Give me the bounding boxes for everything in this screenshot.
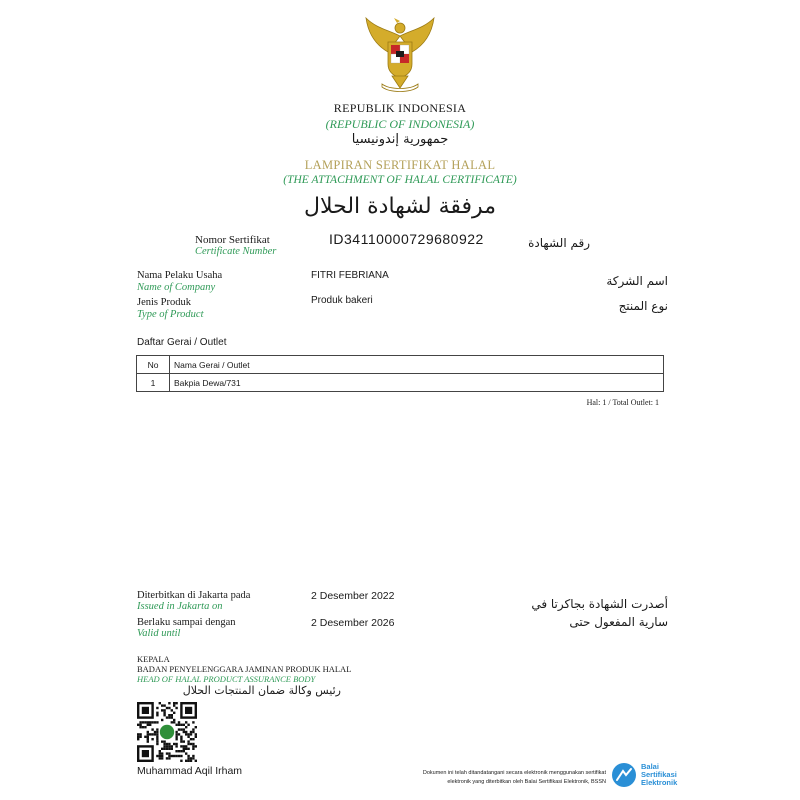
product-label-ar: نوع المنتج	[618, 299, 668, 313]
issued-label: Diterbitkan di Jakarta pada	[137, 590, 251, 601]
valid-label-en: Valid until	[137, 628, 181, 639]
company-label: Nama Pelaku Usaha	[137, 270, 223, 281]
column-header-outlet-name: Nama Gerai / Outlet	[170, 356, 664, 374]
document-title: LAMPIRAN SERTIFIKAT HALAL	[304, 158, 496, 172]
column-header-no: No	[137, 356, 170, 374]
signatory-agency-en: HEAD OF HALAL PRODUCT ASSURANCE BODY	[137, 674, 316, 684]
certificate-number-label: Nomor Sertifikat	[195, 234, 270, 246]
document-title-en: (THE ATTACHMENT OF HALAL CERTIFICATE)	[283, 174, 517, 186]
signatory-name: Muhammad Aqil Irham	[137, 765, 243, 777]
e-signature-note-line2: elektronik yang diterbitkan oleh Balai Sertifikasi Elektronik, BSSN	[447, 779, 606, 785]
valid-label: Berlaku sampai dengan	[137, 617, 236, 628]
signatory-position: KEPALA	[137, 654, 170, 664]
outlet-pagination: Hal: 1 / Total Outlet: 1	[586, 398, 659, 407]
valid-label-ar: سارية المفعول حتى	[569, 615, 668, 629]
issued-label-en: Issued in Jakarta on	[137, 601, 223, 612]
e-signature-note-line1: Dokumen ini telah ditandatangani secara elektronik menggunakan sertifikat	[422, 770, 606, 776]
garuda-emblem-icon	[360, 14, 440, 94]
qr-code-icon	[137, 702, 197, 762]
country-name-en: (REPUBLIC OF INDONESIA)	[325, 117, 475, 131]
table-header-row	[137, 356, 664, 374]
certificate-number: ID34110000729680922	[329, 231, 484, 247]
outlet-table	[136, 355, 664, 392]
valid-value: 2 Desember 2026	[311, 617, 395, 629]
signatory-agency: BADAN PENYELENGGARA JAMINAN PRODUK HALAL	[137, 664, 352, 674]
issued-label-ar: أصدرت الشهادة بجاكرتا في	[531, 597, 668, 611]
product-value: Produk bakeri	[311, 295, 373, 306]
product-label-en: Type of Product	[137, 309, 204, 320]
outlet-name: Bakpia Dewa/731	[170, 374, 664, 392]
product-label: Jenis Produk	[137, 297, 191, 308]
bsre-text-line2: Sertifikasi	[641, 770, 677, 779]
company-label-ar: اسم الشركة	[606, 274, 668, 288]
bsre-text-line3: Elektronik	[641, 778, 678, 787]
signatory-agency-ar: رئيس وكالة ضمان المنتجات الحلال	[182, 684, 341, 697]
company-label-en: Name of Company	[137, 282, 216, 293]
outlet-list-title: Daftar Gerai / Outlet	[137, 337, 227, 348]
company-value: FITRI FEBRIANA	[311, 270, 389, 281]
bsre-logo-icon	[611, 762, 637, 788]
table-row	[137, 374, 664, 392]
document-title-ar: مرفقة لشهادة الحلال	[304, 194, 496, 219]
bsre-text-line1: Balai	[641, 762, 659, 771]
country-name: REPUBLIK INDONESIA	[333, 101, 467, 115]
outlet-no: 1	[137, 374, 170, 392]
certificate-number-label-en: Certificate Number	[195, 246, 277, 257]
country-name-ar: جمهورية إندونيسيا	[351, 132, 449, 147]
certificate-number-label-ar: رقم الشهادة	[528, 236, 590, 250]
issued-value: 2 Desember 2022	[311, 590, 395, 602]
